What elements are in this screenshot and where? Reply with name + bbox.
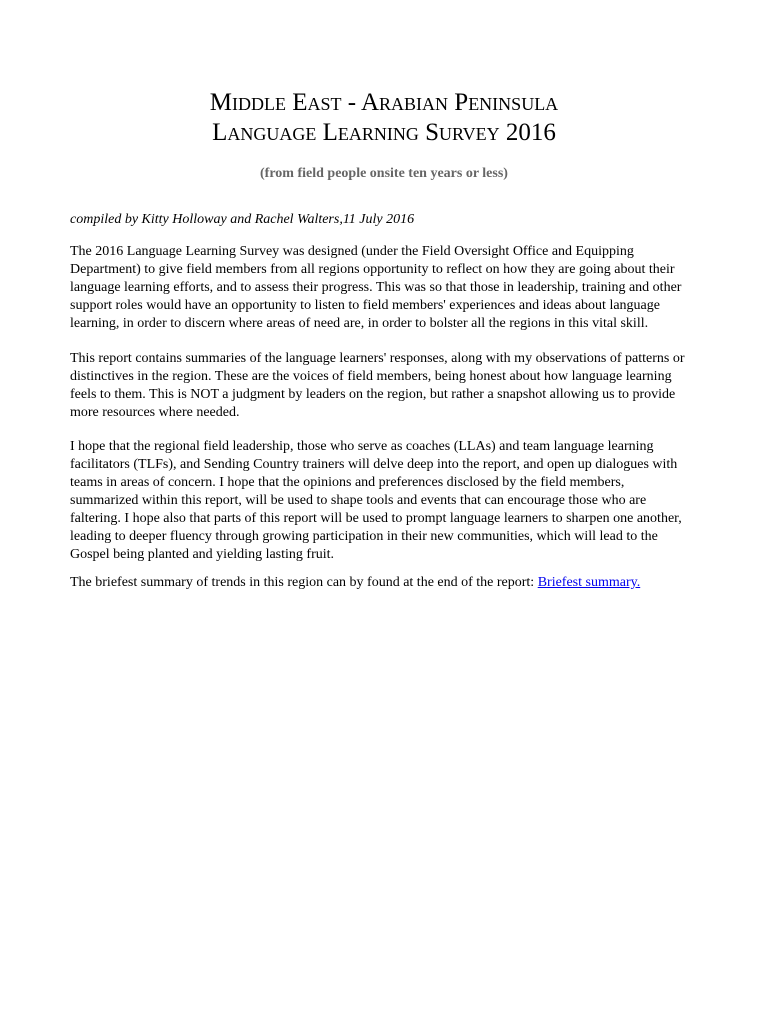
paragraph-line: distinctives in the region. These are the voices of field members, being honest about how language learning	[70, 369, 672, 384]
paragraph-line: summarized within this report, will be used to shape tools and events that can encourage those who are	[70, 493, 647, 508]
document-subtitle: (from field people onsite ten years or less)	[260, 166, 508, 181]
paragraph-line: language learning efforts, and to assess their progress. This was so that those in leadership, training and other	[70, 280, 682, 295]
paragraph-line: teams in areas of concern. I hope that the opinions and preferences disclosed by the field members,	[70, 475, 625, 490]
paragraph-line: learning, in order to discern where areas of need are, in order to bolster all the regions in this vital skill.	[70, 316, 649, 331]
paragraph-line: feels to them. This is NOT a judgment by leaders on the region, but rather a snapshot allowing us to provide	[70, 387, 676, 402]
paragraph-intro	[70, 243, 700, 333]
paragraph-summary-pointer	[70, 574, 700, 592]
paragraph-line: facilitators (TLFs), and Sending Country trainers will delve deep into the report, and open up dialogues with	[70, 457, 678, 472]
paragraph-line: more resources where needed.	[70, 405, 240, 420]
paragraph-line	[70, 574, 700, 592]
briefest-summary-link[interactable]: Briefest summary.	[537, 575, 641, 590]
paragraph-line: Department) to give field members from all regions opportunity to reflect on how they are going about their	[70, 262, 675, 277]
paragraph-line: support roles would have an opportunity to listen to field members' experiences and ideas about language	[70, 298, 660, 313]
paragraph-line: This report contains summaries of the language learners' responses, along with my observations of patterns or	[70, 351, 685, 366]
paragraph-report-contents	[70, 350, 700, 422]
document-title-line-2: Language Learning Survey 2016	[212, 119, 556, 146]
document-title-line-1: Middle East - Arabian Peninsula	[209, 89, 559, 116]
paragraph-line: I hope that the regional field leadership, those who serve as coaches (LLAs) and team language learning	[70, 439, 654, 454]
byline: compiled by Kitty Holloway and Rachel Walters,11 July 2016	[70, 212, 415, 227]
paragraph-line: faltering. I hope also that parts of this report will be used to prompt language learners to sharpen one another,	[70, 511, 682, 526]
paragraph-hopes	[70, 438, 700, 564]
paragraph-line: Gospel being planted and yielding lasting fruit.	[70, 547, 335, 562]
paragraph-line: leading to deeper fluency through growing participation in their new communities, which will lead to the	[70, 529, 658, 544]
summary-pointer-text: The briefest summary of trends in this region can by found at the end of the report:	[70, 575, 538, 590]
paragraph-line: The 2016 Language Learning Survey was designed (under the Field Oversight Office and Equipping	[70, 244, 634, 259]
